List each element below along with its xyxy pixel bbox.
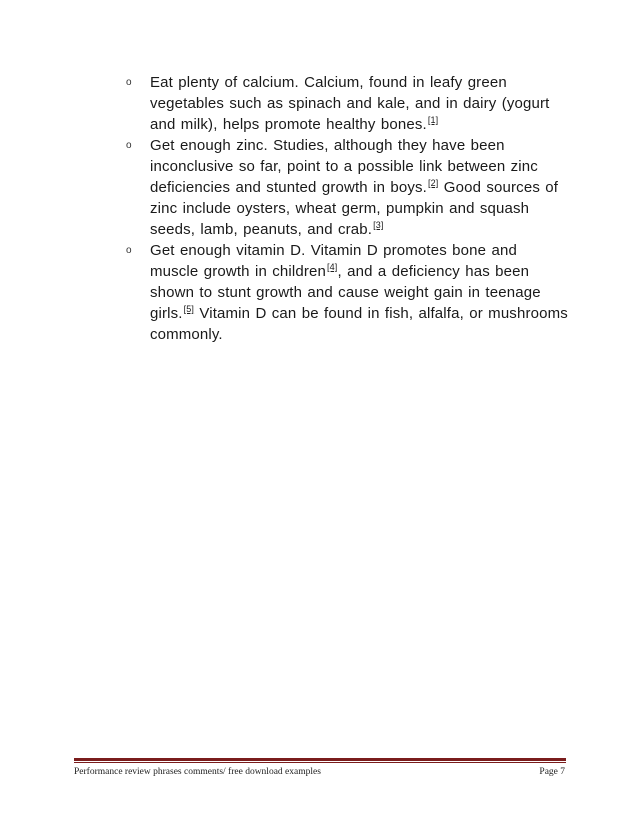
reference-link[interactable]: [3] bbox=[373, 220, 384, 230]
reference-link[interactable]: [1] bbox=[427, 115, 439, 125]
bullet-text: Eat plenty of calcium. Calcium, found in leafy green vegetables such as spinach and kale, and in dairy (yogurt and milk), helps promote healthy bones. bbox=[150, 74, 550, 133]
footer-divider-thin bbox=[74, 762, 566, 763]
bullet-text: , and a deficiency has been shown to stunt growth and cause weight gain in teenage girls. bbox=[150, 263, 541, 322]
page-number: Page 7 bbox=[539, 767, 565, 777]
bullet-text: Get enough vitamin D. Vitamin D promotes bone and muscle growth in children bbox=[150, 242, 517, 280]
bullet-marker: o bbox=[126, 140, 132, 151]
reference-link[interactable]: [2] bbox=[428, 178, 439, 188]
footer-divider bbox=[74, 758, 566, 761]
bullet-item-vitamin-d bbox=[118, 240, 568, 345]
bullet-text: Get enough zinc. Studies, although they have been inconclusive so far, point to a possible link between zinc deficiencies and stunted growth in boys. bbox=[150, 137, 538, 196]
bullet-list bbox=[118, 72, 568, 345]
bullet-marker: o bbox=[126, 245, 132, 256]
bullet-text: Vitamin D can be found in fish, alfalfa, or mushrooms commonly. bbox=[150, 305, 568, 343]
bullet-text: Good sources of zinc include oysters, wheat germ, pumpkin and squash seeds, lamb, peanuts, and crab. bbox=[150, 179, 559, 238]
reference-link[interactable]: [4] bbox=[327, 262, 338, 272]
reference-link[interactable]: [5] bbox=[183, 304, 195, 314]
bullet-item-zinc bbox=[118, 135, 568, 240]
bullet-marker: o bbox=[126, 77, 132, 88]
bullet-item-calcium bbox=[118, 72, 568, 135]
footer-title: Performance review phrases comments/ free download examples bbox=[74, 767, 321, 777]
